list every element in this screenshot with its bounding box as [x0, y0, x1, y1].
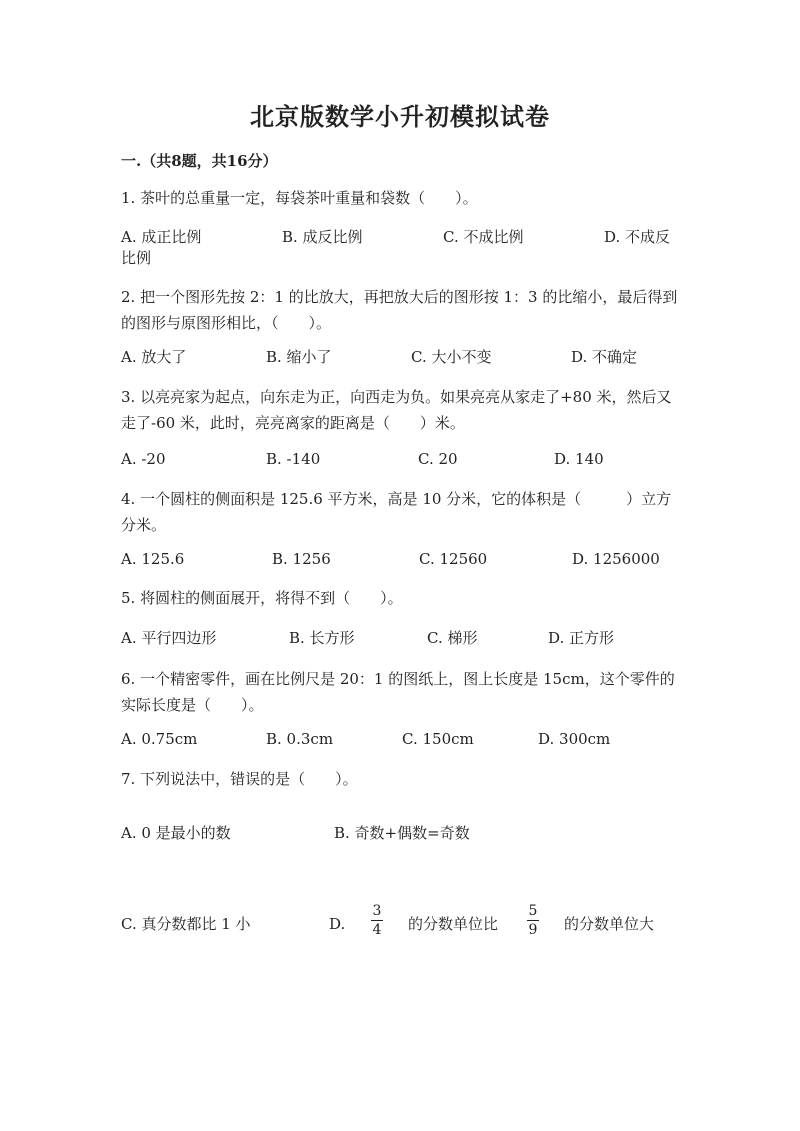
page-title: 北京版数学小升初模拟试卷: [250, 102, 550, 131]
option-a: A. 放大了: [121, 348, 187, 366]
option-d: D. 140: [554, 450, 604, 468]
option-a: A. 125.6: [121, 550, 185, 568]
option-d: D. 300cm: [538, 730, 611, 748]
option-d: D. 不确定: [571, 348, 638, 366]
question-7: 7. 下列说法中，错误的是（ ）。: [121, 770, 358, 788]
option-d: D. 1256000: [572, 550, 660, 568]
question-3: 3. 以亮亮家为起点，向东走为正，向西走为负。如果亮亮从家走了+80 米，然后又走了-60 米，此时，亮亮离家的距离是（ ）米。: [121, 388, 672, 432]
option-c: C. 12560: [419, 550, 488, 568]
option-c: C. 150cm: [402, 730, 474, 748]
option-b: B. 成反比例: [282, 228, 363, 246]
question-4-options: [121, 546, 681, 572]
option-c: C. 20: [418, 450, 458, 468]
option-b: B. 长方形: [289, 629, 355, 647]
option-d: D. 正方形: [548, 629, 615, 647]
option-c: C. 不成比例: [443, 228, 524, 246]
option-b: B. 1256: [272, 550, 331, 568]
question-7-options-row-1: [121, 820, 681, 846]
question-1: 1. 茶叶的总重量一定，每袋茶叶重量和袋数（ ）。: [121, 189, 478, 207]
fraction-three-quarters: [371, 904, 383, 937]
fraction-numerator: 5: [528, 903, 538, 919]
fraction-denominator: 4: [372, 922, 382, 938]
option-c: C. 梯形: [427, 629, 478, 647]
option-a: A. 0.75cm: [121, 730, 198, 748]
question-2-options: [121, 344, 681, 370]
option-a: A. -20: [121, 450, 166, 468]
option-b: B. -140: [266, 450, 321, 468]
question-2: 2. 把一个图形先按 2：1 的比放大，再把放大后的图形按 1：3 的比缩小，最后得到的图形与原图形相比，（ ）。: [121, 288, 678, 332]
question-6-options: [121, 726, 681, 752]
option-a: A. 成正比例: [121, 228, 202, 246]
fraction-numerator: 3: [372, 903, 382, 919]
option-b: B. 奇数+偶数=奇数: [334, 824, 470, 842]
question-5: 5. 将圆柱的侧面展开，将得不到（ ）。: [121, 589, 403, 607]
option-c: C. 大小不变: [411, 348, 492, 366]
option-d-text-1: 的分数单位比: [408, 915, 499, 933]
fraction-denominator: 9: [528, 922, 538, 938]
question-5-options: [121, 625, 681, 651]
question-6: 6. 一个精密零件，画在比例尺是 20：1 的图纸上，图上长度是 15cm，这个零件的实际长度是（ ）。: [121, 670, 675, 714]
option-d: D.: [329, 915, 346, 933]
option-b: B. 缩小了: [266, 348, 332, 366]
option-d: D. 不成反: [604, 228, 671, 246]
fraction-bar: [527, 920, 539, 921]
fraction-bar: [371, 920, 383, 921]
question-4: 4. 一个圆柱的侧面积是 125.6 平方米，高是 10 分米，它的体积是（ ）立方分米。: [121, 490, 672, 534]
option-b: B. 0.3cm: [266, 730, 334, 748]
option-a: A. 平行四边形: [121, 629, 217, 647]
option-d-text-2: 的分数单位大: [564, 915, 655, 933]
question-7-options-row-2: [121, 903, 681, 945]
option-c: C. 真分数都比 1 小: [121, 915, 251, 933]
section-heading: 一.（共8题，共16分）: [121, 152, 278, 170]
fraction-five-ninths: [527, 904, 539, 937]
option-a: A. 0 是最小的数: [121, 824, 231, 842]
question-1-option-d-wrap: 比例: [121, 249, 152, 267]
question-3-options: [121, 446, 681, 472]
